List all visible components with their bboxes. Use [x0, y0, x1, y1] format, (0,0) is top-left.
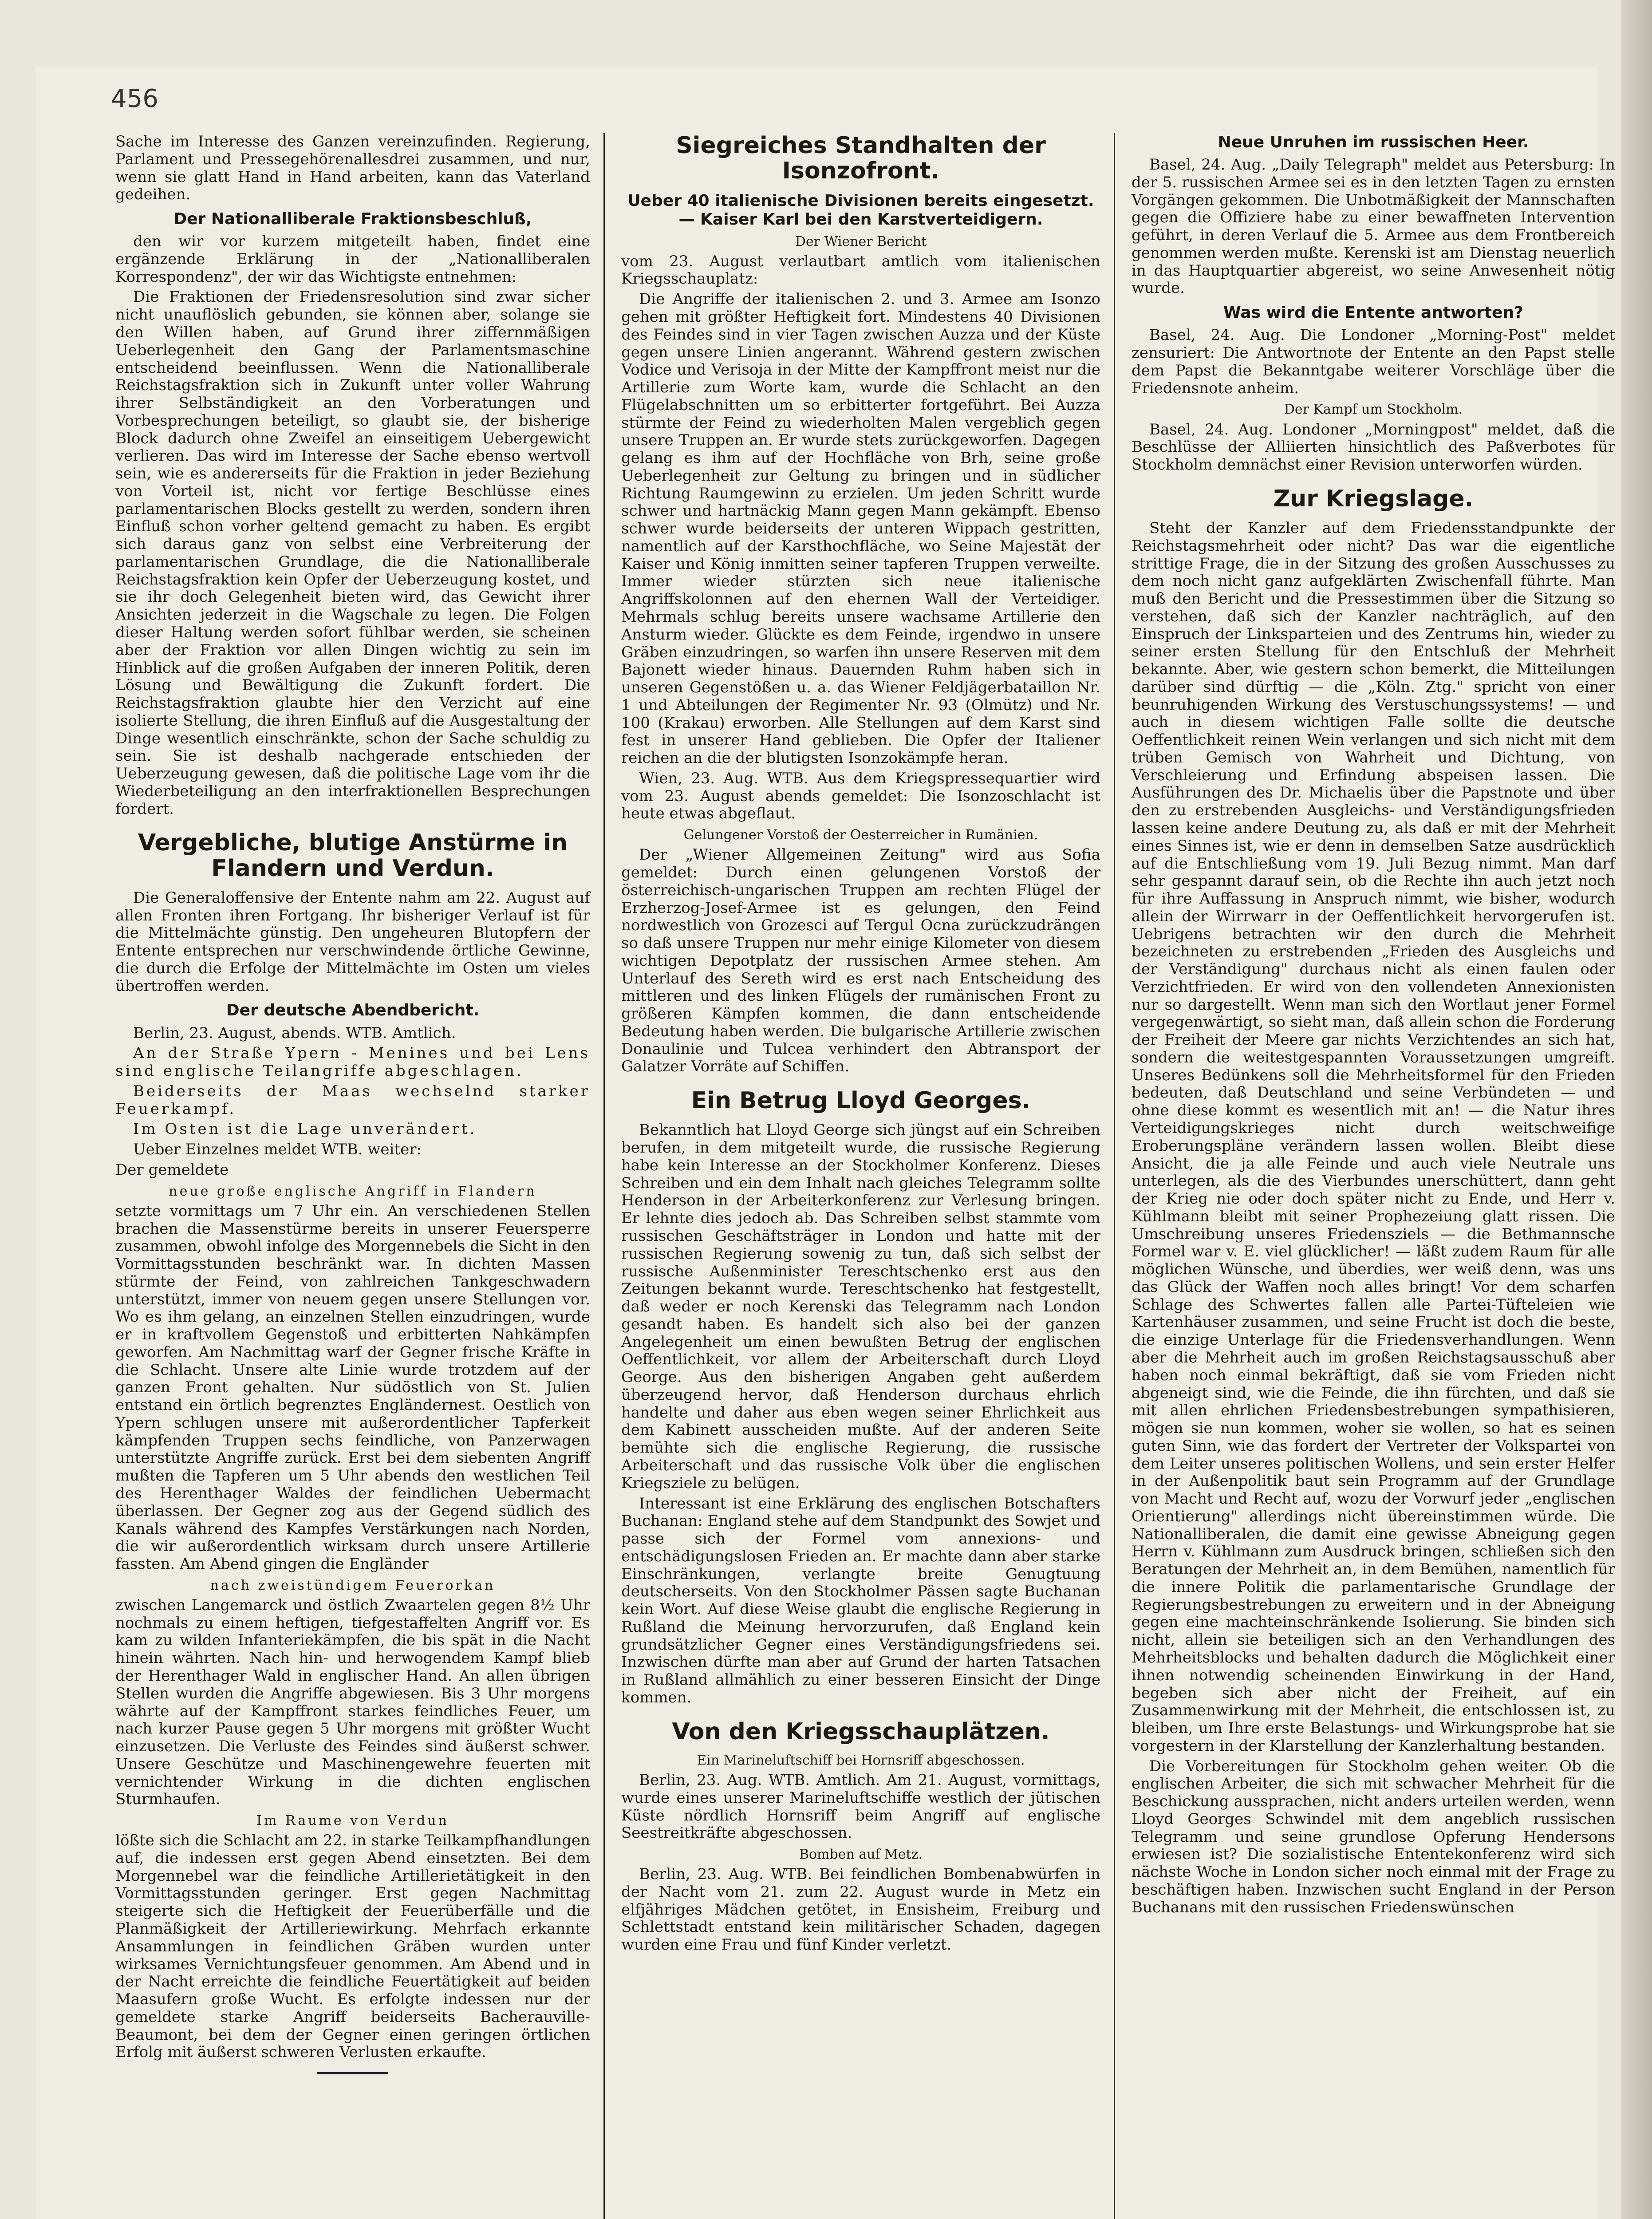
column-rule	[1114, 133, 1115, 2219]
paragraph: Basel, 24. Aug. Die Londoner „Morning-Post" meldet zensuriert: Die Antwortnote der Entente an den Papst stelle dem Papst die Bekanntgabe weiterer Vorschläge über die Friedensnote anheim.	[1132, 326, 1615, 397]
headline: Zur Kriegslage.	[1273, 485, 1474, 512]
subheadline: Der deutsche Abendbericht.	[226, 1001, 480, 1020]
paragraph: Berlin, 23. Aug. WTB. Amtlich. Am 21. August, vormittags, wurde eines unserer Marineluftschiffe westlich der jütischen Küste nördlich Hornsriff beim Angriff auf englische Seestreitkräfte abgeschossen.	[621, 1771, 1100, 1842]
paragraph: Ueber Einzelnes meldet WTB. weiter:	[133, 1141, 422, 1159]
subheadline: Ueber 40 italienische Divisionen bereits eingesetzt. — Kaiser Karl bei den Karstverteidigern.	[627, 192, 1094, 229]
paragraph: Die Fraktionen der Friedensresolution sind zwar sicher nicht unauflöslich gebunden, sie können aber, solange sie den Willen haben, auf Grund ihrer ziffernmäßigen Ueberlegenheit den Gang der Parlamentsmaschine entscheidend beeinflussen. Wenn die Nationalliberale Reichstagsfraktion sich in Zukunft unter voller Wahrung ihrer Selbständigkeit an den Vorberatungen und Vorbesprechungen beteiligt, so glaubt sie, der bisherige Block dadurch ohne Zweifel an einseitigem Uebergewicht verlieren. Das wird im Interesse der Sache ebenso wertvoll sein, wie es andererseits für die Fraktion in jeder Beziehung von Vorteil ist, nicht vor fertige Beschlüsse eines parlamentarischen Blocks gestellt zu werden, sondern ihren Einfluß schon vorher geltend gemacht zu haben. Es ergibt sich daraus ganz von selbst eine Verbreiterung der parlamentarischen Grundlage, die die Nationalliberale Reichstagsfraktion kein Opfer der Ueberzeugung kostet, und sie ihr doch Gelegenheit bieten wird, das Gewicht ihrer Ansichten jederzeit in die Wagschale zu legen. Die Folgen dieser Haltung werden sofort fühlbar werden, sie scheinen aber der Fraktion vor allen Dingen wichtig zu sein im Hinblick auf die großen Aufgaben der inneren Politik, deren Lösung und Bewältigung die Zukunft fordert. Die Reichstagsfraktion glaubte hier den Verzicht auf eine isolierte Stellung, die ihren Einfluß auf die Ausgestaltung der Dinge wesentlich einschränkte, schon der Sache schuldig zu sein. Sie ist deshalb nachgerade entschieden der Ueberzeugung gewesen, daß die politische Lage vom ihr die Wiederbeteiligung an den interfraktionellen Besprechungen fordert.	[115, 288, 590, 818]
column-left	[115, 133, 590, 2074]
column-middle	[621, 133, 1100, 1957]
paragraph: Basel, 24. Aug. „Daily Telegraph" meldet aus Petersburg: In der 5. russischen Armee sei es in den letzten Tagen zu ernsten Vorgängen gekommen. Die Unbotmäßigkeit der Mannschaften gegen die Offiziere habe zu einer bewaffneten Intervention geführt, in deren Verlauf die 5. Armee aus dem Frontbereich genommen werden mußte. Kerenski ist am Dienstag neuerlich in das Hauptquartier abgereist, wo seine Anwesenheit nötig wurde.	[1132, 156, 1615, 297]
headline: Was wird die Entente antworten?	[1223, 304, 1524, 322]
subheadline: nach zweistündigem Feuerorkan	[210, 1577, 496, 1593]
subheadline: Der Wiener Bericht	[795, 233, 927, 249]
headline: Von den Kriegsschauplätzen.	[672, 1718, 1050, 1745]
headline: Vergebliche, blutige Anstürme in Flandern und Verdun.	[138, 829, 568, 882]
paragraph: den wir vor kurzem mitgeteilt haben, findet eine ergänzende Erklärung in der „Nationalliberalen Korrespondenz", der wir das Wichtigste entnehmen:	[115, 233, 590, 286]
headline: Der Nationalliberale Fraktionsbeschluß,	[173, 210, 532, 229]
paragraph: An der Straße Ypern - Menines und bei Lens sind englische Teilangriffe abgeschlagen.	[115, 1044, 590, 1080]
paragraph: setzte vormittags um 7 Uhr ein. An verschiedenen Stellen brachen die Massenstürme bereits in unserer Feuersperre zusammen, obwohl infolge des Morgennebels die Sicht in den Vormittagsstunden beschränkt war. In dichten Massen stürmte der Feind, von zahlreichen Tankgeschwadern unterstützt, immer von neuem gegen unsere Stellungen vor. Wo es ihm gelang, an einzelnen Stellen einzudringen, wurde er in kraftvollem Gegenstoß und erbitterten Nahkämpfen geworfen. Am Nachmittag warf der Gegner frische Kräfte in die Schlacht. Unsere alte Linie wurde trotzdem auf der ganzen Front gehalten. Nur südöstlich von St. Julien entstand ein örtlich begrenztes Engländernest. Oestlich von Ypern schlugen unsere mit außerordentlicher Tapferkeit kämpfenden Truppen sechs feindliche, von Panzerwagen unterstützte Angriffe zurück. Erst bei dem siebenten Angriff mußten die Tapferen um 5 Uhr abends den westlichen Teil des Herenthager Waldes der feindlichen Uebermacht überlassen. Der Gegner zog aus der Gegend südlich des Kanals während des Kampfes Verstärkungen nach Norden, die wir außerordentlich wirksam durch unsere Artillerie fassten. Am Abend gingen die Engländer	[115, 1202, 590, 1573]
subheadline: Ein Marineluftschiff bei Hornsriff abgeschossen.	[697, 1752, 1025, 1768]
headline: Neue Unruhen im russischen Heer.	[1218, 133, 1529, 151]
scan-edge	[1621, 0, 1652, 2219]
paragraph: vom 23. August verlautbart amtlich vom italienischen Kriegsschauplatz:	[621, 252, 1100, 288]
paragraph: Sache im Interesse des Ganzen vereinzufinden. Regierung, Parlament und Pressegehörenallesdrei zusammen, und nur, wenn sie glatt Hand in Hand arbeiten, kann das Vaterland gedeihen.	[115, 133, 590, 204]
subheadline: Im Raume von Verdun	[256, 1813, 449, 1829]
paragraph: zwischen Langemarck und östlich Zwaartelen gegen 8½ Uhr nochmals zu einem heftigen, tiefgestaffelten Angriff vor. Es kam zu wilden Infanteriekämpfen, die bis spät in die Nacht hinein währten. Nach hin- und herwogendem Kampf blieb der Herenthager Wald in englischer Hand. An allen übrigen Stellen wurden die Angriffe abgewiesen. Bis 3 Uhr morgens währte auf der Kampffront starkes feindliches Feuer, um nach kurzer Pause gegen 5 Uhr morgens mit größter Wucht einzusetzen. Die Verluste des Feindes sind äußerst schwer. Unsere Geschütze und Maschinengewehre feuerten mit vernichtender Wirkung in die dichten englischen Sturmhaufen.	[115, 1596, 590, 1808]
dateline: Berlin, 23. August, abends. WTB. Amtlich.	[133, 1024, 456, 1042]
paragraph: Berlin, 23. Aug. WTB. Bei feindlichen Bombenabwürfen in der Nacht vom 21. zum 22. August wurde in Metz ein elfjähriges Mädchen getötet, in Ensisheim, Freiburg und Schlettstadt entstand kein militärischer Schaden, dagegen wurden eine Frau und fünf Kinder verletzt.	[621, 1865, 1100, 1954]
subheadline: Der Kampf um Stockholm.	[1284, 402, 1463, 418]
section-divider	[317, 2072, 388, 2074]
paragraph: Die Generaloffensive der Entente nahm am 22. August auf allen Fronten ihren Fortgang. Ihr bisheriger Verlauf ist für die Mittelmächte günstig. Den ungeheuren Blutopfern der Entente entsprechen nur verschwindende örtliche Gewinne, die durch die Erfolge der Mittelmächte im Osten um vieles übertroffen werden.	[115, 888, 590, 995]
column-right	[1132, 133, 1615, 1919]
paragraph: Bekanntlich hat Lloyd George sich jüngst auf ein Schreiben berufen, in dem mitgeteilt wurde, die russische Regierung habe kein Interesse an der Stockholmer Konferenz. Dieses Schreiben und ein dem Inhalt nach gleiches Telegramm sollte Henderson in der Arbeiterkonferenz zur Verlesung bringen. Er lehnte dies jedoch ab. Das Schreiben selbst stammte vom russischen Geschäftsträger in London und hatte mit der russischen Regierung sowenig zu tun, daß sich selbst der russische Außenminister Tereschtschenko erst aus den Zeitungen bekannt wurde. Tereschtschenko hat festgestellt, daß weder er noch Kerenski das Telegramm nach London gesandt haben. Es handelt sich also bei der ganzen Angelegenheit um einen bewußten Betrug der englischen Oeffentlichkeit, vor allem der Arbeiterschaft durch Lloyd George. Aus den bisherigen Angaben geht außerdem überzeugend hervor, daß Henderson durchaus ehrlich handelte und daher aus eben wegen seiner Ehrlichkeit aus dem Kabinett ausscheiden mußte. Auf der anderen Seite bemühte sich die englische Regierung, die russische Arbeiterschaft und das russische Volk über die englischen Kriegsziele zu belügen.	[621, 1121, 1100, 1492]
paragraph: Beiderseits der Maas wechselnd starker Feuerkampf.	[115, 1082, 590, 1118]
subheadline: Bomben auf Metz.	[799, 1847, 923, 1863]
paragraph: Der „Wiener Allgemeinen Zeitung" wird aus Sofia gemeldet: Durch einen gelungenen Vorstoß der österreichisch-ungarischen Truppen am rechten Flügel der Erzherzog-Josef-Armee ist es gelungen, den Feind nordwestlich von Grozesci auf Tergul Ocna zurückzudrängen so daß unsere Truppen nur mehr einige Kilometer von diesem wichtigen Depotplatz der russischen Armee stehen. Am Unterlauf des Sereth wird es erst nach Entscheidung des mittleren und des linken Flügels der rumänischen Front zu größeren Kämpfen kommen, die dann entscheidende Bedeutung haben werden. Die bulgarische Artillerie zwischen Donaulinie und Tulcea verhindert den Abtransport der Galatzer Vorräte auf Schiffen.	[621, 846, 1100, 1076]
paragraph: Basel, 24. Aug. Londoner „Morningpost" meldet, daß die Beschlüsse der Alliierten hinsichtlich des Paßverbotes für Stockholm demnächst einer Revision unterworfen würden.	[1132, 420, 1615, 474]
paragraph: Die Angriffe der italienischen 2. und 3. Armee am Isonzo gehen mit größter Heftigkeit fort. Mindestens 40 Divisionen des Feindes sind in vier Tagen zwischen Auzza und der Küste gegen unsere Linien angerannt. Während gestern zwischen Vodice und Verisoja in der Mitte der Kampffront meist nur die Artillerie zum Worte kam, wurde die Schlacht an den Flügelabschnitten um so erbitterter fortgeführt. Bei Auzza stürmte der Feind zu wiederholten Malen vergeblich gegen unsere Truppen an. Er wurde stets zurückgeworfen. Dagegen gelang es ihm auf der Hochfläche von Brh, seine große Ueberlegenheit zur Geltung zu bringen und in südlicher Richtung Raumgewinn zu erzielen. Um jeden Schritt wurde schwer und hartnäckig Mann gegen Mann gekämpft. Ebenso schwer wurde beiderseits der unteren Wippach gestritten, namentlich auf der Karsthochfläche, wo Seine Majestät der Kaiser und König inmitten seiner tapferen Truppen verweilte. Immer wieder stürzten sich neue italienische Angriffskolonnen auf den ehernen Wall der Verteidiger. Mehrmals schlug bereits unsere wachsame Artillerie den Ansturm wieder. Glückte es dem Feinde, irgendwo in unsere Gräben einzudringen, so warfen ihn unsere Reserven mit dem Bajonett wieder hinaus. Dauernden Ruhm haben sich in unseren Gegenstößen u. a. das Wiener Feldjägerbataillon Nr. 1 und Abteilungen der Regimenter Nr. 93 (Olmütz) und Nr. 100 (Krakau) erworben. Alle Stellungen auf dem Karst sind fest in unserer Hand geblieben. Die Opfer der Italiener reichen an die der blutigsten Isonzokämpfe heran.	[621, 290, 1100, 767]
subheadline: Gelungener Vorstoß der Oesterreicher in Rumänien.	[683, 827, 1038, 843]
page-number: 456	[111, 84, 158, 113]
paragraph: Steht der Kanzler auf dem Friedensstandpunkte der Reichstagsmehrheit oder nicht? Das war die eigentliche strittige Frage, die in der Sitzung des großen Ausschusses zu dem noch nicht ganz aufgeklärten Zwischenfall führte. Man muß den Bericht und die Pressestimmen über die Sitzung so verstehen, daß sich der Kanzler nachträglich, auf den Einspruch der Linksparteien und des Zentrums hin, wieder zu seiner ersten Stellung für den Entschluß der Mehrheit bekannte. Aber, wie gestern schon bemerkt, die Mitteilungen darüber sind dürftig — die „Köln. Ztg." spricht von einer beunruhigenden Wirkung des Verstuschungssystems! — und auch in diesem wichtigen Falle sollte die deutsche Oeffentlichkeit reinen Wein verlangen und sich nicht mit dem trüben Gemisch von Wahrheit und Dichtung, von Verschleierung und Erfindung abspeisen lassen. Die Ausführungen des Dr. Michaelis über die Papstnote und über den zu erstrebenden Ausgleichs- und Verständigungsfrieden lassen keine andere Deutung zu, als daß er mit der Mehrheit eines Sinnes ist, wie er denn in demselben Satze ausdrücklich auf die Entschließung vom 19. Juli Bezug nimmt. Man darf sehr gespannt darauf sein, ob die Rechte ihn auch jetzt noch für ihre Auffassung in Anspruch nimmt, wie bisher, wodurch allein der Wirrwarr in der Oeffentlichkeit hervorgerufen ist. Uebrigens betrachten wir den durch die Mehrheit bezeichneten zu erstrebenden „Frieden des Ausgleichs und der Verständigung" durchaus nicht als einen faulen oder Verzichtfrieden. Er wird von den vollendeten Annexionisten nur so dargestellt. Wenn man sich den Wortlaut jener Formel vergegenwärtigt, so sieht man, daß allein schon die Forderung der Freiheit der Meere gar nichts Verzichtendes an sich hat, sondern die weitestgespannten Voraussetzungen umgreift. Unseres Bedünkens soll die Mehrheitsformel für den Frieden bedeuten, daß Deutschland und seine Verbündeten — und ohne diese kommt es wesentlich mit an! — die Natur ihres Verteidigungskrieges nicht durch weitschweifige Eroberungspläne verändern lassen wollen. Bleibt diese Ansicht, die ja alle Feinde und auch viele Neutrale uns unterlegen, als die des Vierbundes unerschüttert, dann geht der Krieg nie oder doch später nicht zu Ende, und Herr v. Kühlmann bleibt mit seiner Prophezeiung glatt rissen. Die Umschreibung unseres Friedensziels — die Bethmannsche Formel war v. E. viel glücklicher! — läßt zudem Raum für alle möglichen Wünsche, und überdies, wer weiß denn, was uns das Glück der Waffen noch alles bringt! Vor dem scharfen Schlage des Schwertes fallen alle Partei-Tüfteleien wie Kartenhäuser zusammen, und seine Frucht ist doch die beste, die einzige Unterlage für die Friedensverhandlungen. Wenn aber die Mehrheit auch im großen Reichstagsausschuß aber haben noch einmal bekräftigt, daß sie vom Frieden nicht abgeneigt sind, wie die Feinde, die ihn fürchten, und daß sie mit allen ehrlichen Friedensbestrebungen sympathisieren, mögen sie nun kommen, woher sie wollen, so hat es seinen guten Sinn, wie das fordert der Vertreter der Volkspartei von dem Leiter unseres politischen Wollens, und sein erster Helfer in der Außenpolitik baut sein Programm auf der Grundlage von Macht und Recht auf, wozu der Vorwurf jeder „englischen Orientierung" allerdings nicht übereinstimmen würde. Die Nationalliberalen, die damit eine gewisse Abneigung gegen Herrn v. Kühlmann zum Ausdruck bringen, schließen sich den Beratungen der Mehrheit an, in dem Bemühen, namentlich für die innere Politik die parlamentarische Grundlage der Regierungsbestrebungen zu erweitern und in der Abneigung gegen eine machteinschränkende Isolierung. Sie binden sich nicht, allein sie beteiligen sich an den Verhandlungen des Mehrheitsblocks und behalten dadurch die Möglichkeit einer ihnen notwendig scheinenden Einwirkung in der Hand, begeben sich aber nicht der Freiheit, auf ein Zusammenwirkung mit der Mehrheit, die entschlossen ist, zu bleiben, um Ihre erste Belastungs- und Wirkungsprobe hat sie vorgestern in der Klarstellung der Kanzlerhaltung bestanden.	[1132, 519, 1615, 1755]
column-rule	[603, 133, 605, 2219]
headline: Ein Betrug Lloyd Georges.	[691, 1087, 1031, 1114]
paragraph: Im Osten ist die Lage unverändert.	[133, 1120, 477, 1138]
paragraph: Die Vorbereitungen für Stockholm gehen weiter. Ob die englischen Arbeiter, die sich mit schwacher Mehrheit für die Beschickung aussprachen, nicht anders urteilen werden, wenn Lloyd Georges Schwindel mit dem angeblich russischen Telegramm und seine grundlose Opferung Hendersons erwiesen ist? Die sozialistische Ententekonferenz wird sich nächste Woche in London sicher noch einmal mit der Frage zu beschäftigen haben. Inzwischen sucht England in der Person Buchanans mit den russischen Friedenswünschen	[1132, 1757, 1615, 1916]
paragraph: lößte sich die Schlacht am 22. in starke Teilkampfhandlungen auf, die indessen erst gegen Abend einsetzten. Bei dem Morgennebel war die feindliche Artillerietätigkeit in den Vormittagsstunden geringer. Erst gegen Nachmittag steigerte sich die Heftigkeit der Feuerüberfälle und die Planmäßigkeit der Artilleriewirkung. Mehrfach erkannte Ansammlungen in feindlichen Gräben wurden unter wirksames Vernichtungsfeuer genommen. Am Abend und in der Nacht erreichte die feindliche Feuertätigkeit auf beiden Maasufern große Wucht. Es erfolgte indessen nur der gemeldete starke Angriff beiderseits Bacherauville-Beaumont, bei dem der Gegner einen geringen örtlichen Erfolg mit äußerst schweren Verlusten erkaufte.	[115, 1832, 590, 2061]
paragraph: Wien, 23. Aug. WTB. Aus dem Kriegspressequartier wird vom 23. August abends gemeldet: Die Isonzoschlacht ist heute etwas abgeflaut.	[621, 769, 1100, 823]
paragraph: Der gemeldete	[115, 1161, 229, 1179]
paragraph: Interessant ist eine Erklärung des englischen Botschafters Buchanan: England stehe auf dem Standpunkt des Sowjet und passe sich der Formel vom annexions- und entschädigungslosen Frieden an. Er machte dann aber starke Einschränkungen, verlangte breite Genugtuung deutscherseits. Von den Stockholmer Pässen sagte Buchanan kein Wort. Auf diese Weise glaubt die englische Regierung in Rußland die Meinung hervorzurufen, daß England kein grundsätzlicher Gegner eines Verständigungsfriedens sei. Inzwischen dürfte man aber auf Grund der harten Tatsachen in Rußland allmählich zu einer besseren Einsicht der Dinge kommen.	[621, 1494, 1100, 1706]
headline: Siegreiches Standhalten der Isonzofront.	[676, 132, 1046, 185]
subheadline: neue große englische Angriff in Flandern	[169, 1183, 537, 1199]
